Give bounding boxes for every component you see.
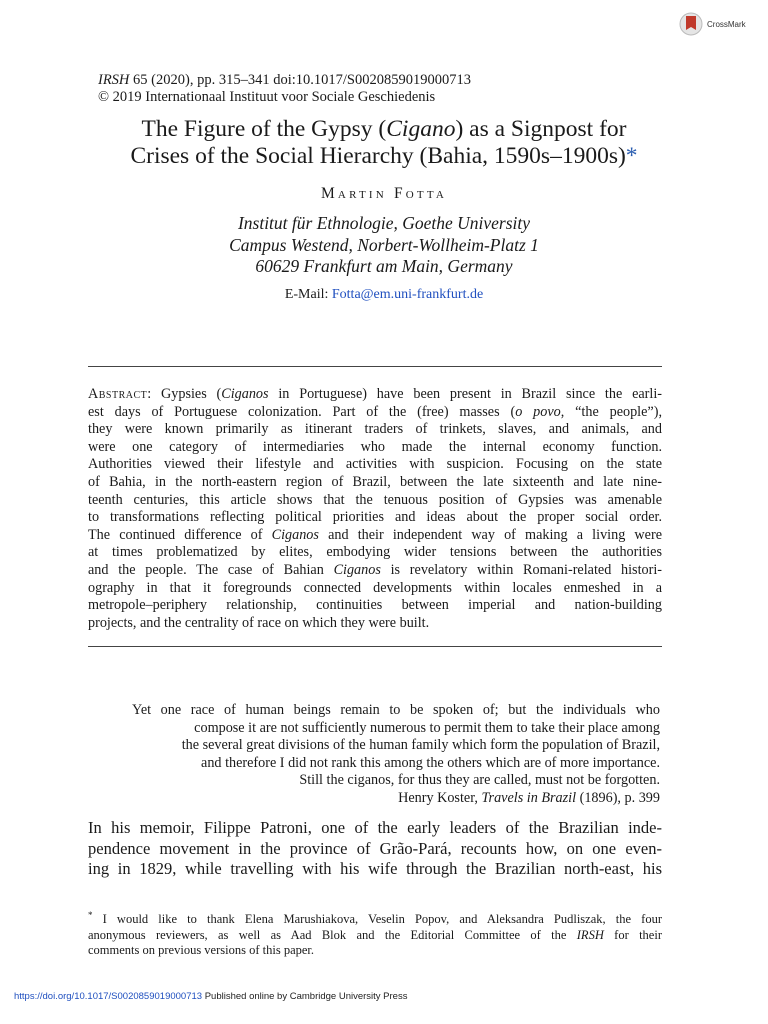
author-email: [0, 287, 768, 303]
abstract-italic: Ciganos: [221, 386, 269, 402]
title-italic: Cigano: [386, 116, 456, 142]
attribution-author: Henry Koster,: [398, 789, 482, 806]
abstract-text: in Portuguese) have been present in Brazil since the earli-: [268, 386, 662, 402]
abstract-text: and the people. The case of Bahian: [88, 561, 334, 578]
abstract-text: and their independent way of making a living were: [318, 526, 662, 543]
abstract-line: to transformations reflecting political priorities and ideas about the proper social order.: [88, 509, 662, 526]
epigraph-line: and therefore I did not rank this among the others which are of more importance.: [201, 754, 660, 771]
doi-link[interactable]: https://doi.org/10.1017/S0020859019000713: [14, 991, 203, 1002]
abstract-italic: Ciganos: [271, 526, 319, 543]
abstract-text: : Gypsies (: [147, 386, 222, 402]
epigraph-line: Yet one race of human beings remain to be spoken of; but the individuals who: [132, 702, 660, 718]
abstract: [88, 386, 662, 632]
abstract-line: projects, and the centrality of race on which they were built.: [88, 614, 430, 631]
page-footer: [14, 991, 407, 1002]
affiliation-line: 60629 Frankfurt am Main, Germany: [255, 256, 513, 276]
crossmark-badge[interactable]: [679, 12, 746, 36]
abstract-line: they were known primarily as itinerant traders of trinkets, slaves, and animals, and: [88, 421, 662, 438]
abstract-italic: o povo: [515, 403, 561, 420]
title-part: The Figure of the Gypsy (: [141, 116, 387, 142]
title-line2: Crises of the Social Hierarchy (Bahia, 1590s–1900s): [130, 143, 626, 169]
crossmark-label: CrossMark: [707, 19, 746, 29]
epigraph-line: Still the ciganos, for thus they are called, must not be forgotten.: [299, 772, 660, 789]
epigraph-line: the several great divisions of the human family which form the population of Brazil,: [181, 737, 660, 754]
epigraph-attribution: [98, 790, 660, 808]
abstract-line: Authorities viewed their lifestyle and activities with suspicion. Focusing on the state: [88, 456, 662, 473]
footnote-mark: *: [88, 910, 93, 920]
email-label: E-Mail:: [284, 287, 332, 302]
author-name: Martin Fotta: [320, 185, 448, 202]
journal-header: [98, 72, 471, 106]
publisher-note: Published online by Cambridge University Press: [202, 991, 408, 1002]
article-title: [60, 116, 708, 170]
email-link[interactable]: Fotta@em.uni-frankfurt.de: [331, 287, 484, 302]
abstract-text: est days of Portuguese colonization. Part of the (free) masses (: [88, 403, 516, 420]
footnote-text: I would like to thank Elena Marushiakova, Veselin Popov, and Aleksandra Pudliszak, the four: [92, 912, 662, 927]
body-line: ing in 1829, while travelling with his wife through the Brazilian north-east, his: [88, 859, 662, 879]
footnote-italic: IRSH: [576, 927, 604, 942]
abstract-text: is revelatory within Romani-related histori-: [380, 561, 663, 578]
footnote-text: comments on previous versions of this paper.: [88, 943, 315, 958]
body-paragraph: [88, 818, 662, 880]
abstract-line: metropole–periphery relationship, continuities between imperial and nation-building: [88, 597, 662, 614]
journal-copyright: © 2019 Internationaal Instituut voor Sociale Geschiedenis: [98, 89, 436, 105]
abstract-text: The continued difference of: [88, 526, 272, 543]
affiliation-line: Institut für Ethnologie, Goethe University: [237, 213, 531, 233]
abstract-line: at times problematized by elites, embodying wider tensions between the authorities: [88, 544, 662, 561]
abstract-text: , “the people”),: [560, 403, 662, 420]
crossmark-icon: [679, 12, 703, 36]
body-line: In his memoir, Filippe Patroni, one of the early leaders of the Brazilian inde-: [88, 818, 662, 837]
affiliation-line: Campus Westend, Norbert-Wollheim-Platz 1: [229, 234, 539, 255]
epigraph: [98, 702, 660, 808]
abstract-italic: Ciganos: [333, 561, 381, 578]
journal-abbrev: IRSH: [98, 72, 130, 88]
abstract-line: of Bahia, in the north-eastern region of Brazil, between the late sixteenth and late nine-: [88, 473, 662, 490]
abstract-top-rule: [88, 366, 662, 367]
author-affiliation: [0, 213, 768, 278]
abstract-label: Abstract: [88, 386, 148, 402]
epigraph-line: compose it are not sufficiently numerous to permit them to take their place among: [194, 719, 660, 736]
footnote-text: anonymous reviewers, as well as Aad Blok and the Editorial Committee of the: [88, 927, 577, 942]
attribution-page: (1896), p. 399: [576, 789, 660, 806]
abstract-line: were one category of intermediaries who made the internal economy function.: [88, 438, 662, 455]
title-footnote-link[interactable]: *: [625, 143, 638, 169]
body-line: pendence movement in the province of Grão-Pará, recounts how, on one even-: [88, 838, 662, 858]
abstract-line: teenth centuries, this article shows that the tenuous position of Gypsies was amenable: [88, 491, 662, 508]
abstract-bottom-rule: [88, 646, 662, 647]
title-part: ) as a Signpost for: [455, 116, 627, 142]
footnote-text: for their: [603, 927, 662, 942]
journal-citation: 65 (2020), pp. 315–341 doi:10.1017/S0020859019000713: [129, 72, 471, 88]
attribution-work: Travels in Brazil: [481, 789, 577, 806]
abstract-line: ography in that it foregrounds connected developments within locales enmeshed in a: [88, 579, 662, 596]
footnote: [88, 908, 662, 959]
